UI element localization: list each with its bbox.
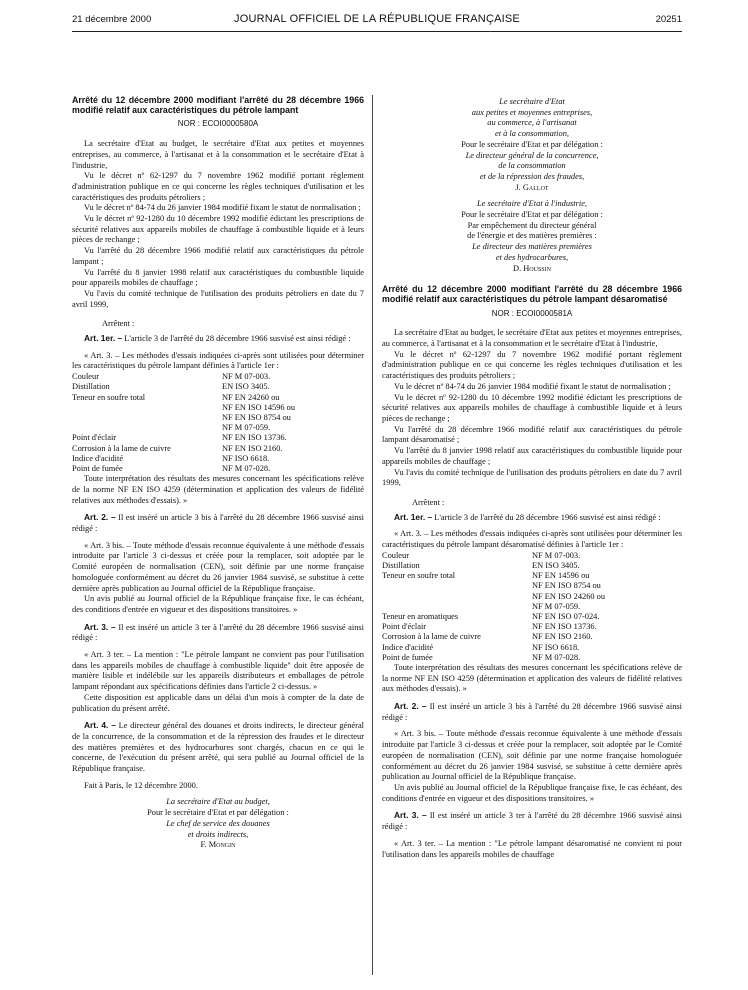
signer-gallot: J. Gallot	[515, 182, 549, 192]
column-separator	[372, 95, 373, 975]
signer-houssin: D. Houssin	[513, 263, 551, 273]
preamble-paragraph: Vu le décret nº 62-1297 du 7 novembre 1962 modifié portant règlement d'administration publique en ce qui concerne les règles techniques d'utilisation et les caractéristiques des produits pétroliers ;	[382, 349, 682, 381]
spec-method: EN ISO 3405.	[532, 560, 580, 570]
signature-block-concurrence	[382, 151, 682, 183]
header-rule	[72, 31, 682, 32]
spec-name: Corrosion à la lame de cuivre	[382, 632, 481, 642]
spec-name: Point de fumée	[72, 464, 123, 473]
spec-name: Couleur	[72, 372, 99, 382]
spec-name: Teneur en soufre total	[382, 571, 456, 581]
spec-row	[382, 643, 682, 653]
header-date: 21 décembre 2000	[72, 14, 152, 25]
signature-line: La secrétaire d'Etat au budget,	[166, 797, 270, 807]
spec-method: NF M 07-059.	[532, 601, 581, 611]
preamble-paragraph: Vu l'arrêté du 28 décembre 1966 modifié relatif aux caractéristiques du pétrole lampant ;	[72, 246, 364, 266]
nor-reference-right: NOR : ECOI0000581A	[491, 308, 573, 318]
spec-row	[72, 423, 364, 433]
spec-method: NF EN ISO 8754 ou	[222, 412, 291, 422]
spec-row	[72, 372, 364, 382]
signature-line: de la consommation	[498, 161, 566, 171]
journal-title: JOURNAL OFFICIEL DE LA RÉPUBLIQUE FRANÇAISE	[234, 13, 520, 25]
article-3-quote-left: « Art. 3 ter. – La mention : "Le pétrole lampant ne convient pas pour l'utilisation dans les appareils mobiles de chauffage à combustible liquide" doit être apposée de manière lisible et indélébile sur les appareils distributeurs et emballages de pétrole lampant répondant aux spécifications définies dans l'article 2 ci-dessus. »	[72, 650, 364, 692]
preamble-paragraph: Vu le décret nº 92-1280 du 10 décembre 1992 modifié édictant les prescriptions de sécurité relatives aux appareils mobiles de chauffage à combustible liquide et à leurs pièces de rechange ;	[72, 214, 364, 245]
spec-row	[72, 433, 364, 443]
preamble-paragraph: Vu le décret nº 84-74 du 26 janvier 1984 modifié fixant le statut de normalisation ;	[394, 381, 671, 391]
spec-method: NF ISO 6618.	[222, 453, 270, 463]
preamble-paragraph: Vu l'arrêté du 8 janvier 1998 relatif aux caractéristiques du combustible liquide pour appareils mobiles de chauffage ;	[72, 267, 364, 288]
signature-line: Pour le secrétaire d'Etat et par délégation :	[147, 808, 289, 818]
article-3-quote-right: « Art. 3 ter. – La mention : "Le pétrole lampant désaromatisé ne convient ni pour l'utilisation dans les appareils mobiles de chauffage	[382, 838, 682, 859]
spec-name	[382, 581, 532, 591]
article-3-left: Art. 3. – Il est inséré un article 3 ter à l'arrêté du 28 décembre 1966 susvisé ainsi rédigé :	[72, 621, 364, 643]
signature-line: et des hydrocarbures,	[495, 252, 569, 262]
signature-line: Pour le secrétaire d'Etat et par délégation :	[461, 210, 603, 220]
preamble-paragraph: La secrétaire d'Etat au budget, le secrétaire d'Etat aux petites et moyennes entreprises, au commerce, à l'artisanat et à la consommation et le secrétaire d'Etat à l'industrie,	[72, 139, 364, 170]
preamble-paragraph: Vu le décret nº 92-1280 du 10 décembre 1992 modifié édictant les prescriptions de sécurité relatives aux appareils mobiles de chauffage à combustible liquide et à leurs pièces de rechange ;	[382, 392, 682, 423]
spec-row	[72, 464, 364, 474]
spec-method: NF M 07-003.	[532, 550, 581, 560]
nor-reference-left: NOR : ECOI0000580A	[177, 119, 259, 129]
article-2-after-right: Un avis publié au Journal officiel de la République française fixe, le cas échéant, des conditions d'entrée en vigueur et des dispositions transitoires. »	[382, 782, 682, 803]
spec-method: NF EN ISO 14596 ou	[222, 402, 296, 412]
page-number: 20251	[655, 14, 682, 25]
article-2-after-left: Un avis publié au Journal officiel de la République française fixe, le cas échéant, des conditions d'entrée en vigueur et des dispositions transitoires. »	[72, 594, 364, 614]
spec-name	[382, 602, 532, 612]
spec-table-right	[382, 551, 682, 663]
preamble-paragraph: Vu l'avis du comité technique de l'utilisation des produits pétroliers en date du 7 avril 1999,	[72, 288, 364, 309]
spec-name: Couleur	[382, 550, 409, 560]
spec-method: NF EN ISO 07-024.	[532, 611, 600, 621]
spec-row	[382, 622, 682, 632]
spec-name	[72, 423, 222, 433]
spec-row	[72, 454, 364, 464]
article-2-quote-left: « Art. 3 bis. – Toute méthode d'essais reconnue équivalente à une méthode d'essais introduite par l'article 3 ci-dessus et créée pour la remplacer, soit adoptée par le Comité européen de normalisation (CEN), soit définie par une norme française homologuée conformément au décret du 26 janvier 1984 susvisé, se substitue à cette dernière après publication au Journal officiel de la République française.	[72, 540, 364, 593]
preamble-paragraph: La secrétaire d'Etat au budget, le secrétaire d'Etat aux petites et moyennes entreprises, au commerce, à l'artisanat et à la consommation et le secrétaire d'Etat à l'industrie,	[382, 328, 682, 349]
decree-title-left: Arrêté du 12 décembre 2000 modifiant l'arrêté du 28 décembre 1966 modifié relatif aux caractéristiques du pétrole lampant	[72, 95, 364, 116]
spec-row	[382, 571, 682, 581]
signature-block-industrie	[382, 199, 682, 263]
preamble-paragraph: Vu l'arrêté du 8 janvier 1998 relatif aux caractéristiques du combustible liquide pour appareils mobiles de chauffage ;	[382, 446, 682, 466]
preamble-paragraph: Vu le décret nº 62-1297 du 7 novembre 1962 modifié portant règlement d'administration publique en ce qui concerne les règles techniques d'utilisation et les caractéristiques des produits pétroliers ;	[72, 171, 364, 202]
signature-line: de l'énergie et des matières premières :	[467, 231, 597, 241]
spec-name	[382, 592, 532, 602]
signature-line: Le directeur des matières premières	[472, 242, 592, 252]
spec-name: Corrosion à la lame de cuivre	[72, 443, 171, 453]
spec-name: Distillation	[72, 382, 110, 392]
spec-row	[72, 393, 364, 403]
arretent-right: Arrêtent :	[412, 497, 445, 507]
spec-name: Point d'éclair	[382, 622, 427, 632]
signature-line: F. Mongin	[200, 840, 236, 850]
spec-method: NF EN 14596 ou	[532, 571, 590, 581]
spec-row	[72, 444, 364, 454]
spec-method: NF M 07-028.	[532, 652, 581, 662]
signature-block-commerce	[382, 97, 682, 140]
signature-line: Le directeur général de la concurrence,	[465, 150, 599, 160]
signature-line: et à la consommation,	[495, 129, 569, 139]
article-1-after-right: Toute interprétation des résultats des mesures concernant les spécifications relève de la norme NF EN ISO 4259 (détermination et application des valeurs de fidélité relatives aux méthodes d'essais). »	[382, 662, 682, 694]
spec-row	[72, 403, 364, 413]
preamble-left	[72, 139, 364, 310]
signature-line: Le secrétaire d'Etat à l'industrie,	[476, 199, 588, 209]
signatures-left	[72, 797, 364, 851]
spec-method: NF EN ISO 13736.	[532, 622, 597, 632]
preamble-paragraph: Vu l'avis du comité technique de l'utilisation des produits pétroliers en date du 7 avril 1999,	[382, 467, 682, 488]
spec-row	[382, 612, 682, 622]
spec-method: NF EN ISO 2160.	[532, 632, 593, 642]
preamble-paragraph: Vu l'arrêté du 28 décembre 1966 modifié relatif aux caractéristiques du pétrole lampant désaromatisé ;	[382, 424, 682, 445]
spec-method: NF EN ISO 24260 ou	[532, 591, 606, 601]
article-1-quote-right: « Art. 3. – Les méthodes d'essais indiquées ci-après sont utilisées pour déterminer les caractéristiques du pétrole lampant désaromatisé définies à l'article 1er :	[382, 529, 682, 550]
article-1-after-left: Toute interprétation des résultats des mesures concernant les spécifications relève de la norme NF EN ISO 4259 (détermination et application des valeurs de fidélité relatives aux méthodes d'essais). »	[72, 474, 364, 505]
spec-name	[72, 413, 222, 423]
spec-row	[382, 592, 682, 602]
spec-method: NF EN ISO 13736.	[222, 433, 287, 443]
article-4-left: Art. 4. – Le directeur général des douanes et droits indirects, le directeur général de la concurrence, de la consommation et de la répression des fraudes et le directeur des matières premières et des hydrocarbures sont chargés, chacun en ce qui le concerne, de l'exécution du présent arrêté, qui sera publié au Journal officiel de la République française.	[72, 720, 364, 774]
article-2-left: Art. 2. – Il est inséré un article 3 bis à l'arrêté du 28 décembre 1966 susvisé ainsi rédigé :	[72, 512, 364, 534]
signature-line: aux petites et moyennes entreprises,	[471, 107, 593, 117]
article-2-right: Art. 2. – Il est inséré un article 3 bis à l'arrêté du 28 décembre 1966 susvisé ainsi rédigé :	[382, 701, 682, 722]
signature-line: Le secrétaire d'Etat	[499, 97, 565, 106]
preamble-right	[382, 328, 682, 489]
spec-name: Point de fumée	[382, 652, 433, 662]
article-2-quote-right: « Art. 3 bis. – Toute méthode d'essais reconnue équivalente à une méthode d'essais introduite par l'article 3 ci-dessus et créée pour la remplacer, soit adoptée par le Comité européen de normalisation (CEN), soit définie par une norme française homologuée conformément au décret du 26 janvier 1984 susvisé, se substitue à cette dernière après publication au Journal officiel de la République française.	[382, 729, 682, 782]
spec-row	[382, 602, 682, 612]
signature-line: et droits indirects,	[187, 829, 249, 839]
article-1-left: Art. 1er. – L'article 3 de l'arrêté du 28 décembre 1966 susvisé est ainsi rédigé :	[84, 333, 351, 344]
spec-row	[382, 632, 682, 642]
arretent-left: Arrêtent :	[102, 319, 135, 329]
spec-row	[382, 653, 682, 663]
article-1-quote-left: « Art. 3. – Les méthodes d'essais indiquées ci-après sont utilisées pour déterminer les caractéristiques du pétrole lampant définies à l'article 1er :	[72, 350, 364, 371]
signature-line: et de la répression des fraudes,	[479, 171, 585, 181]
left-column	[72, 95, 364, 851]
signature-line: au commerce, à l'artisanat	[487, 118, 577, 128]
spec-method: NF ISO 6618.	[532, 642, 580, 652]
spec-name: Teneur en soufre total	[72, 392, 146, 402]
article-1-right: Art. 1er. – L'article 3 de l'arrêté du 28 décembre 1966 susvisé est ainsi rédigé :	[394, 511, 661, 522]
spec-row	[382, 561, 682, 571]
spec-row	[72, 413, 364, 423]
spec-method: NF M 07-028.	[222, 464, 271, 473]
spec-method: EN ISO 3405.	[222, 382, 270, 392]
spec-name	[72, 403, 222, 413]
delegation-commerce: Pour le secrétaire d'Etat et par délégation :	[461, 139, 603, 149]
spec-method: NF M 07-059.	[222, 423, 271, 433]
spec-table-left	[72, 372, 364, 474]
spec-method: NF EN ISO 2160.	[222, 443, 283, 453]
page-header	[72, 14, 682, 28]
spec-method: NF EN ISO 8754 ou	[532, 581, 601, 591]
article-3-right: Art. 3. – Il est inséré un article 3 ter à l'arrêté du 28 décembre 1966 susvisé ainsi rédigé :	[382, 810, 682, 832]
spec-name: Teneur en aromatiques	[382, 611, 459, 621]
signature-line: Par empêchement du directeur général	[467, 220, 597, 230]
spec-row	[382, 581, 682, 591]
spec-method: NF EN 24260 ou	[222, 392, 280, 402]
signature-line: Le chef de service des douanes	[166, 818, 270, 828]
done-at-left: Fait à Paris, le 12 décembre 2000.	[84, 780, 198, 790]
article-3-after-left: Cette disposition est applicable dans un délai d'un mois à compter de la date de publication du présent arrêté.	[72, 692, 364, 713]
spec-name: Point d'éclair	[72, 433, 117, 443]
right-column	[382, 97, 682, 860]
preamble-paragraph: Vu le décret nº 84-74 du 26 janvier 1984 modifié fixant le statut de normalisation ;	[84, 203, 361, 213]
spec-name: Indice d'acidité	[382, 642, 434, 652]
decree-title-right: Arrêté du 12 décembre 2000 modifiant l'arrêté du 28 décembre 1966 modifié relatif aux caractéristiques du pétrole lampant désaromatisé	[382, 284, 682, 305]
spec-method: NF M 07-003.	[222, 372, 271, 382]
spec-name: Indice d'acidité	[72, 453, 124, 463]
spec-row	[382, 551, 682, 561]
spec-row	[72, 382, 364, 392]
spec-name: Distillation	[382, 560, 420, 570]
